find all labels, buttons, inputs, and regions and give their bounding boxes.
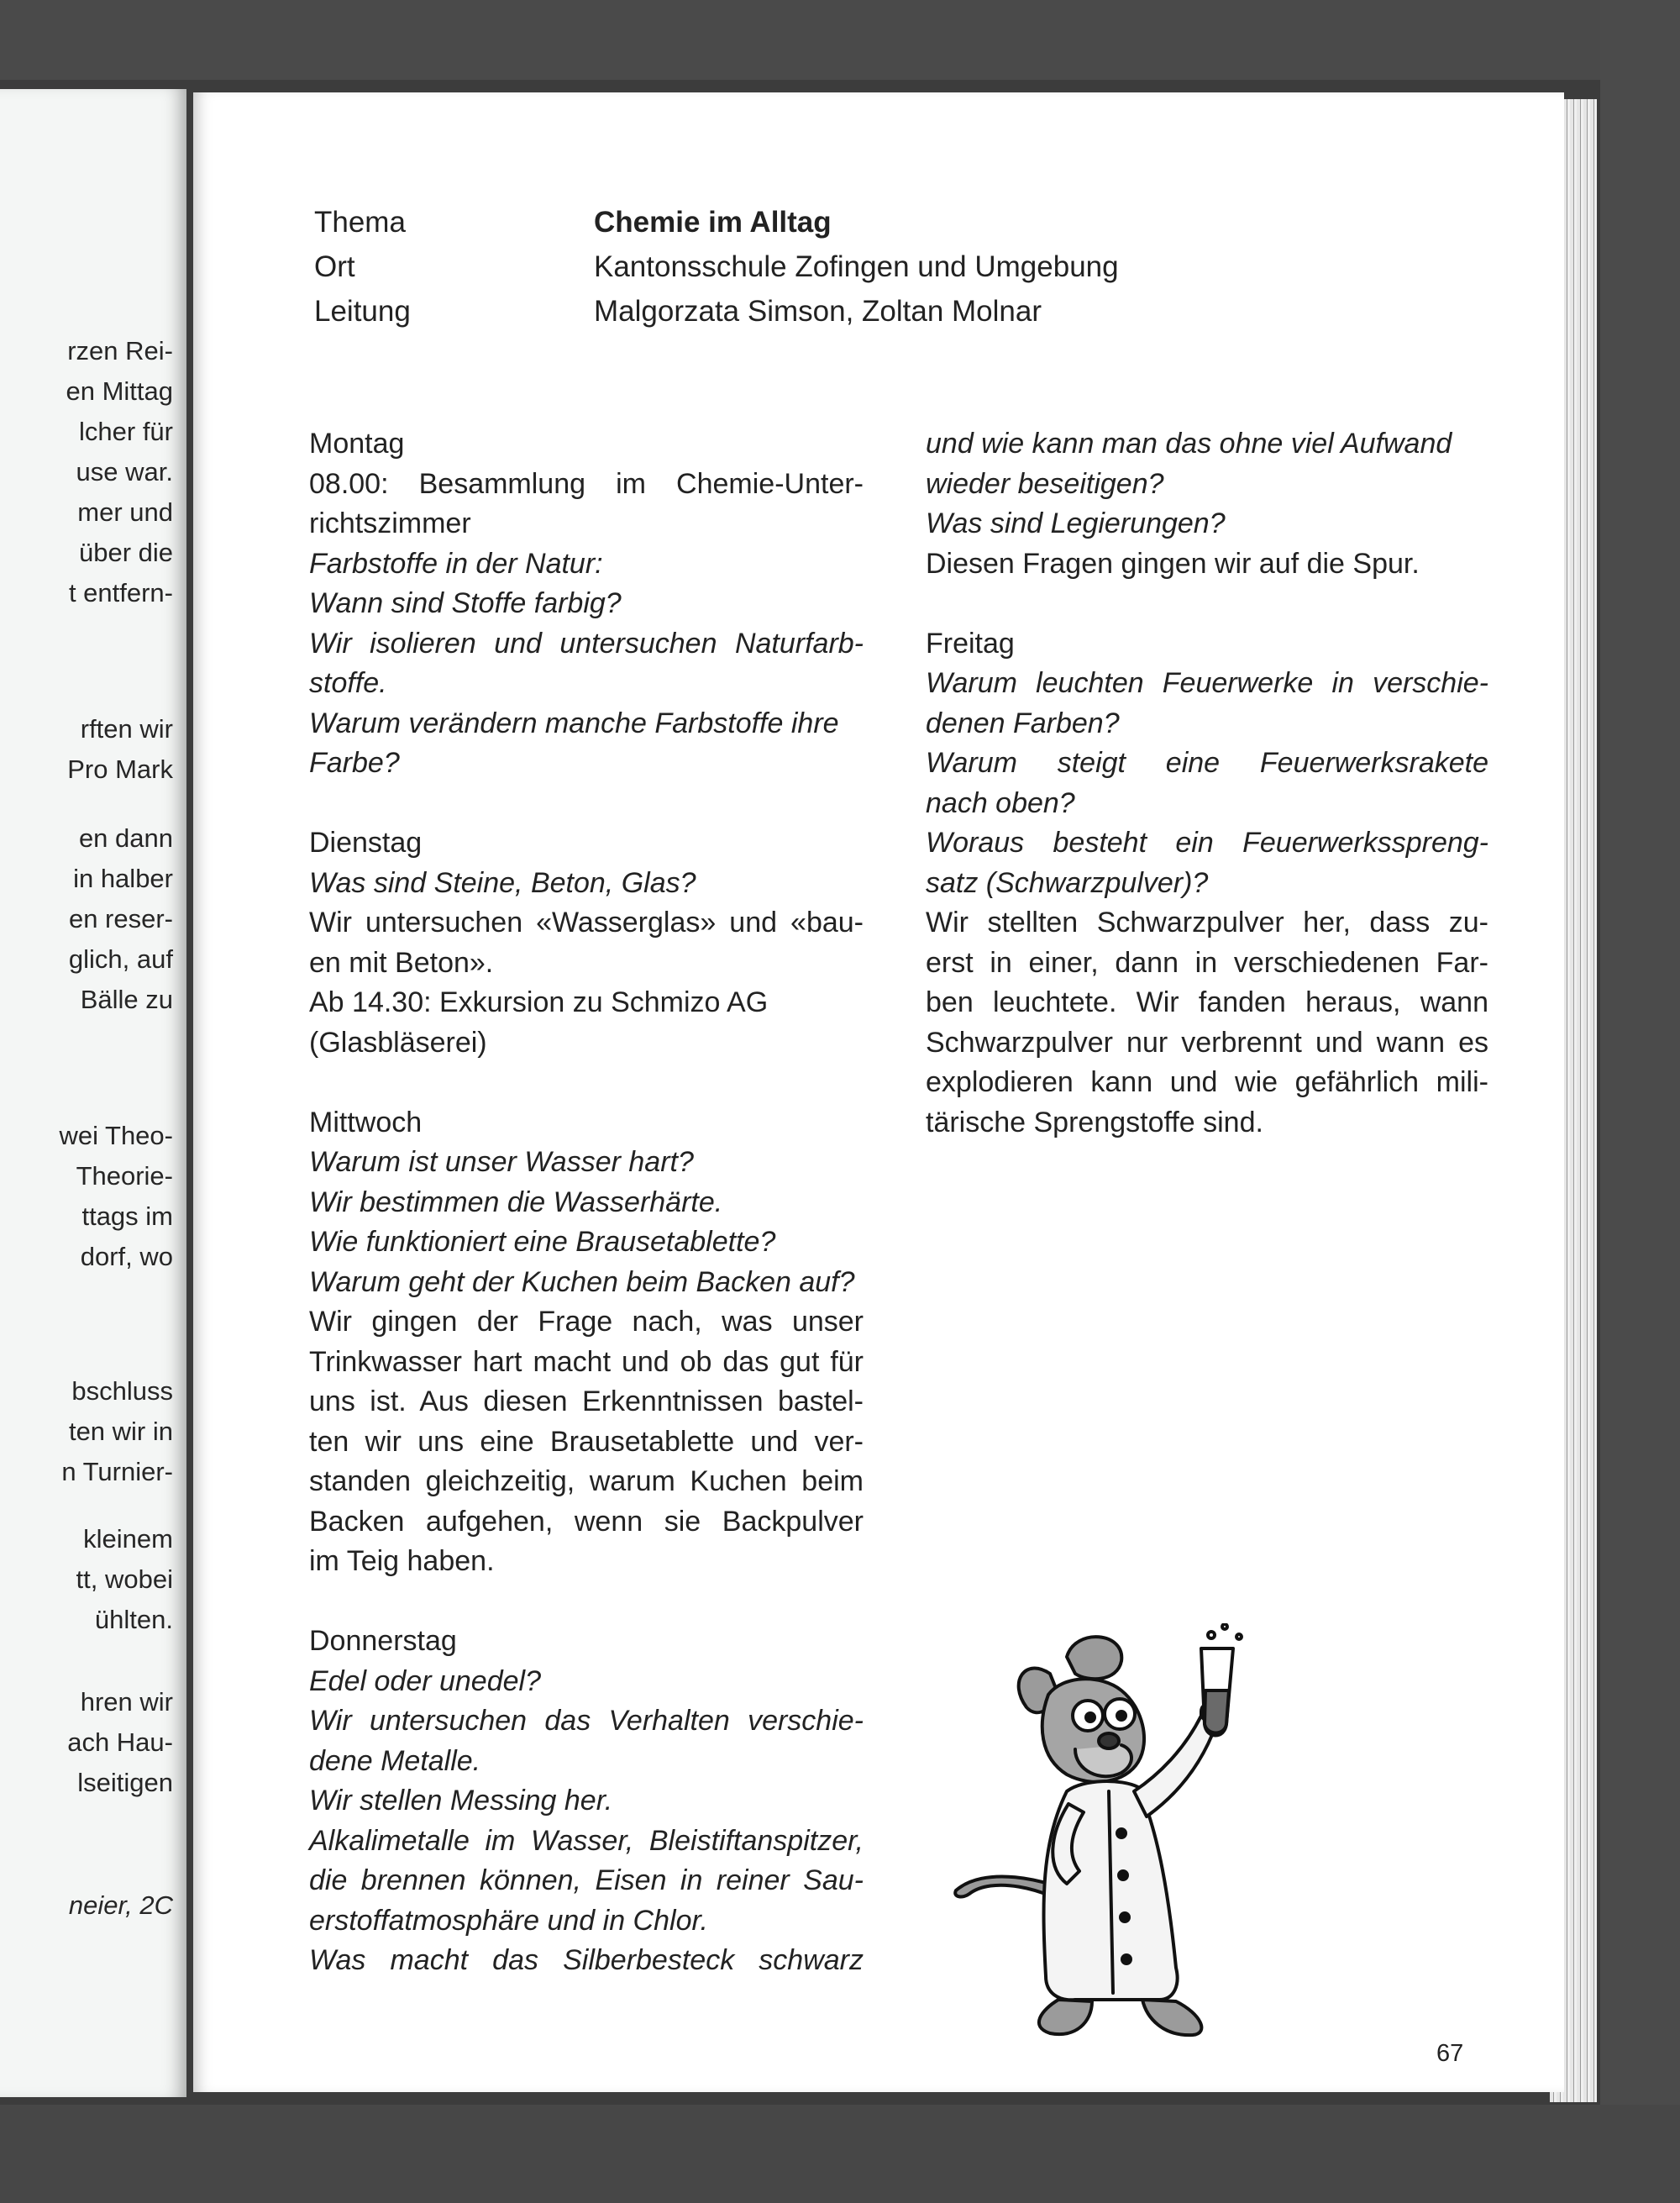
text-line: standen gleichzeitig, warum Kuchen beim <box>309 1465 864 1497</box>
left-page-text-line: ttags im <box>81 1201 173 1231</box>
text-line: Farbe? <box>309 747 400 779</box>
left-page-text-line: neier, 2C <box>68 1890 173 1920</box>
place-value: Kantonsschule Zofingen und Umgebung <box>594 250 1119 283</box>
left-page-text-line: lcher für <box>79 417 173 446</box>
chemist-mouse-illustration <box>949 1623 1319 2052</box>
text-line: im Teig haben. <box>309 1545 495 1577</box>
text-line: stoffe. <box>309 667 387 699</box>
text-line: satz (Schwarzpulver)? <box>926 866 1209 899</box>
left-page-text-line: lseitigen <box>77 1768 173 1797</box>
text-line: 08.00: Besammlung im Chemie-Unter- <box>309 467 864 500</box>
text-line: erstoffatmosphäre und in Chlor. <box>309 1904 708 1937</box>
left-page-text-line: ühlten. <box>94 1605 173 1634</box>
text-line: Wir untersuchen das Verhalten verschie- <box>309 1705 864 1737</box>
text-line: Wann sind Stoffe farbig? <box>309 587 622 619</box>
text-line: dene Metalle. <box>309 1744 481 1777</box>
text-line: Warum geht der Kuchen beim Backen auf? <box>309 1265 855 1298</box>
left-page-text-line: hren wir <box>80 1687 173 1717</box>
text-line: erst in einer, dann in verschiedenen Far- <box>926 946 1488 979</box>
spacer <box>926 584 1488 624</box>
page-number: 67 <box>1436 2040 1464 2067</box>
day-heading-freitag: Freitag <box>926 627 1015 660</box>
left-page-text-line: über die <box>78 538 173 567</box>
text-line: ten wir uns eine Brausetablette und ver- <box>309 1425 864 1458</box>
day-heading-donnerstag: Donnerstag <box>309 1625 457 1657</box>
theme-label: Thema <box>314 206 406 239</box>
text-line: Ab 14.30: Exkursion zu Schmizo AG <box>309 986 769 1018</box>
left-page-text-line: en dann <box>78 823 173 853</box>
text-line: (Glasbläserei) <box>309 1026 487 1059</box>
text-line: uns ist. Aus diesen Erkenntnissen bastel- <box>309 1385 864 1417</box>
course-header <box>314 206 1119 339</box>
left-page-text-line: Theorie- <box>76 1161 173 1191</box>
header-row-theme <box>314 206 1119 250</box>
spacer <box>309 1063 864 1103</box>
text-line: Wie funktioniert eine Brausetablette? <box>309 1226 776 1258</box>
left-page-text-line: in halber <box>73 864 173 893</box>
left-page-text-line: use war. <box>76 457 173 486</box>
day-heading-montag: Montag <box>309 428 405 460</box>
text-line: wieder beseitigen? <box>926 467 1164 500</box>
spacer <box>309 784 864 824</box>
text-line: Wir stellen Messing her. <box>309 1785 613 1817</box>
text-line: nach oben? <box>926 786 1075 819</box>
text-line: explodieren kann und wie gefährlich mili- <box>926 1066 1488 1098</box>
text-line: Warum ist unser Wasser hart? <box>309 1146 694 1178</box>
text-line: Schwarzpulver nur verbrennt und wann es <box>926 1026 1488 1059</box>
left-page-text-line: rzen Rei- <box>67 336 173 365</box>
text-line: Farbstoffe in der Natur: <box>309 547 603 580</box>
left-page-text-line: kleinem <box>83 1524 173 1554</box>
text-line: Wir isolieren und untersuchen Naturfarb- <box>309 627 864 660</box>
left-page-text-line: ach Hau- <box>67 1727 173 1757</box>
text-line: Edel oder unedel? <box>309 1664 542 1697</box>
left-page-text-line: en Mittag <box>66 376 173 406</box>
left-page-text-line: wei Theo- <box>59 1121 173 1150</box>
text-line: Warum verändern manche Farbstoffe ihre <box>309 707 839 739</box>
left-page-text-line: Pro Mark <box>67 754 173 784</box>
left-page-text-line: en reser- <box>68 904 173 933</box>
left-page-text-line: bschluss <box>71 1376 173 1406</box>
left-page-text-line: n Turnier- <box>61 1457 173 1486</box>
left-page-text-line: dorf, wo <box>80 1242 173 1271</box>
text-column-right <box>926 424 1488 1143</box>
text-line: Was sind Steine, Beton, Glas? <box>309 866 696 899</box>
left-facing-page <box>0 89 186 2097</box>
header-row-lead <box>314 295 1119 339</box>
text-line: ben leuchtete. Wir fanden heraus, wann <box>926 986 1488 1018</box>
text-line: richtszimmer <box>309 507 471 539</box>
scan-backdrop-right <box>1600 0 1680 2203</box>
day-heading-dienstag: Dienstag <box>309 827 423 859</box>
left-page-text-line: glich, auf <box>68 944 173 974</box>
lead-label: Leitung <box>314 295 411 328</box>
left-page-text-line: Bälle zu <box>80 985 173 1014</box>
left-page-text-line: rften wir <box>80 714 173 744</box>
theme-value: Chemie im Alltag <box>594 206 832 239</box>
text-line: Backen aufgehen, wenn sie Backpulver <box>309 1505 864 1538</box>
text-line: Was sind Legierungen? <box>926 507 1226 539</box>
place-label: Ort <box>314 250 355 283</box>
left-page-text-line: t entfern- <box>68 578 173 607</box>
text-line: denen Farben? <box>926 707 1120 739</box>
text-line: Warum steigt eine Feuerwerksrakete <box>926 747 1488 779</box>
spacer <box>309 1582 864 1622</box>
text-line: Wir untersuchen «Wasserglas» und «bau- <box>309 907 864 939</box>
left-page-text-line: mer und <box>77 497 173 527</box>
text-line: tärische Sprengstoffe sind. <box>926 1106 1263 1138</box>
text-line: Woraus besteht ein Feuerwerksspreng- <box>926 827 1488 859</box>
text-line: Was macht das Silberbesteck schwarz <box>309 1944 864 1976</box>
text-line: Diesen Fragen gingen wir auf die Spur. <box>926 547 1420 580</box>
left-page-text-line: tt, wobei <box>76 1564 173 1594</box>
text-column-left <box>309 424 864 1981</box>
lead-value: Malgorzata Simson, Zoltan Molnar <box>594 295 1042 328</box>
left-page-text-line: ten wir in <box>68 1417 173 1446</box>
day-heading-mittwoch: Mittwoch <box>309 1106 423 1138</box>
text-line: und wie kann man das ohne viel Aufwand <box>926 428 1452 460</box>
scan-backdrop-top <box>0 0 1680 80</box>
header-row-place <box>314 250 1119 295</box>
text-line: Trinkwasser hart macht und ob das gut für <box>309 1345 864 1378</box>
text-line: Wir stellten Schwarzpulver her, dass zu- <box>926 907 1488 939</box>
right-page <box>193 92 1564 2092</box>
text-line: Wir gingen der Frage nach, was unser <box>309 1306 864 1338</box>
text-line: die brennen können, Eisen in reiner Sau- <box>309 1864 864 1896</box>
text-line: en mit Beton». <box>309 946 494 979</box>
text-line: Warum leuchten Feuerwerke in verschie- <box>926 667 1488 699</box>
text-line: Alkalimetalle im Wasser, Bleistiftanspitzer, <box>309 1824 864 1857</box>
text-line: Wir bestimmen die Wasserhärte. <box>309 1186 723 1218</box>
scan-backdrop-bottom <box>0 2105 1680 2203</box>
